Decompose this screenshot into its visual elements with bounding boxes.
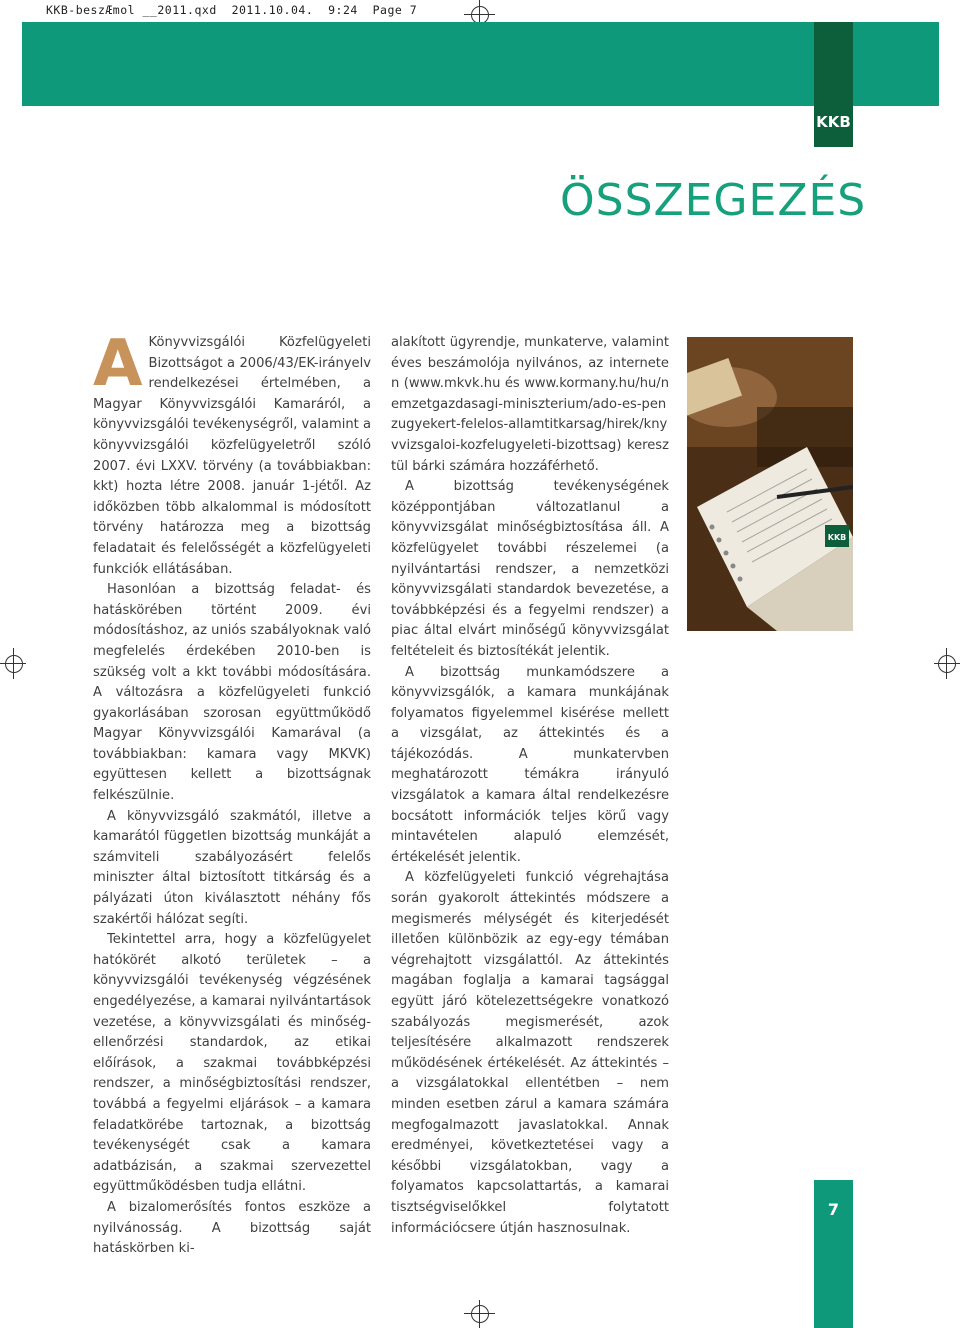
page-title: ÖSSZEGEZÉS bbox=[560, 175, 867, 226]
photo-binder-and-pen bbox=[687, 337, 853, 631]
paragraph: A bizottság munkamódszere a könyvvizsgálók, a kamara munkájának folyamatos figyelemmel kisérése mellett a vizsgálat, az áttekintés és a tájékozódás. A munkatervben meghatározott témákra irányuló vizsgálatok a kamara által rendelkezésre bocsátott információk teljes körű vagy mintavételen alapuló elemzését, értékelését jelentik. bbox=[391, 664, 669, 865]
header-banner bbox=[22, 22, 939, 106]
print-slug: KKB-beszÆmol __2011.qxd 2011.10.04. 9:24 Page 7 bbox=[46, 3, 418, 17]
registration-mark-left bbox=[5, 655, 23, 673]
text-column-right bbox=[391, 333, 669, 1239]
paragraph: alakított ügyrendje, munkaterve, valamint éves beszámolója nyilvános, az interneten (www.mkvk.hu és www.kormany.hu/hu/nemzetgazdasagi-miniszterium/ado-es-penzugyekert-felelos-allamtitkarsag/hirek/knyvvizsgaloi-kozfelugyeleti-bizottsag) keresztül bárki számára hozzáférhető. bbox=[391, 335, 669, 474]
paragraph: Tekintettel arra, hogy a közfelügyelet hatókörét alkotó területek – a könyvvizsgálói tevékenység végzésének engedélyezése, a kamarai nyilvántartások vezetése, a könyvvizsgálati és minőség-ellenőrzési standardok, az etikai előírások, a szakmai továbbképzési rendszer, a minőségbiztosítási rendszer, továbbá a fegyelmi eljárások – a kamara feladatkörébe tartoznak, a bizottság tevékenységét csak a kamara adatbázisán, a szakmai szervezettel együttműködésben tudja ellátni. bbox=[93, 932, 371, 1195]
paragraph: Hasonlóan a bizottság feladat- és hatáskörében történt 2009. évi módosításhoz, az uniós szabályoknak való megfelelés érdekében 2010-ben is szükség volt a kkt további módosítására. A változásra a közfelügyeleti funkció gyakorlásában szorosan együttműködő Magyar Könyvvizsgálói Kamarával (a továbbiakban: kamara vagy MKVK) együttesen kellett a bizottságnak felkészülnie. bbox=[93, 582, 371, 804]
drop-cap: A bbox=[93, 327, 143, 401]
registration-mark-right bbox=[938, 655, 956, 673]
page-number: 7 bbox=[827, 1200, 840, 1219]
registration-mark-bottom bbox=[471, 1305, 489, 1323]
photo-illustration bbox=[687, 337, 853, 631]
paragraph: A bizalomerősítés fontos eszköze a nyilvánosság. A bizottság saját hatáskörben ki- bbox=[93, 1199, 371, 1257]
photo-kkb-logo: KKB bbox=[827, 533, 847, 542]
paragraph: A Könyvvizsgálói Közfelügyeleti Bizottságot a 2006/43/EK-irányelv rendelkezései értelmében, a Magyar Könyvvizsgálói Kamaráról, a könyvvizsgálói tevékenységről, valamint a könyvvizsgálói közfelügyeletről szóló 2007. évi LXXV. törvény (a továbbiakban: kkt) hozta létre 2008. január 1-jétől. Az időközben több alkalommal is módosított törvény határozza meg a bizottság feladatait és felelősségét a közfelügyeleti funkciók ellátásában. bbox=[93, 327, 371, 577]
paragraph: A közfelügyeleti funkció végrehajtása során gyakorolt áttekintés módszere a megismerés mélységét és kiterjedését illetően különbözik az egy-egy témában végrehajtott vizsgálattól. Az áttekintés magában foglalja a kamarai tagsággal együtt járó kötelezettségekre vonatkozó szabályozás megismerését, azok teljesítésére alkalmazott rendszerek működésének értékelését. Az áttekintés – a vizsgálatokkal ellentétben – nem minden esetben zárul a kamara számára megfogalmazott javaslatokkal. Annak eredményei, következtetései vagy a későbbi vizsgálatokban, vagy a folyamatos kapcsolattartás, a kamarai tisztségviselőkkel folytatott információcsere útján hasznosulnak. bbox=[391, 870, 669, 1236]
text-column-left bbox=[93, 327, 371, 1260]
paragraph: A könyvvizsgáló szakmától, illetve a kamarától független bizottság munkáját a számviteli szabályozásért felelős miniszter által biztosított titkárság és a pályázati úton kiválasztott néhány fős szakértői hálózat segíti. bbox=[93, 808, 371, 927]
paragraph: A bizottság tevékenységének középpontjában változatlanul a könyvvizsgálat minőségbiztosítása áll. A közfelügyelet további részelemei (a nyilvántartási rendszer, a nemzetközi könyvvizsgálati standardok bevezetése, a továbbképzési és a fegyelmi rendszer) a piac által elvárt minőségű könyvvizsgálat feltételeit és biztosítékát jelentik. bbox=[391, 479, 669, 659]
kkb-logo: KKB bbox=[816, 113, 851, 131]
